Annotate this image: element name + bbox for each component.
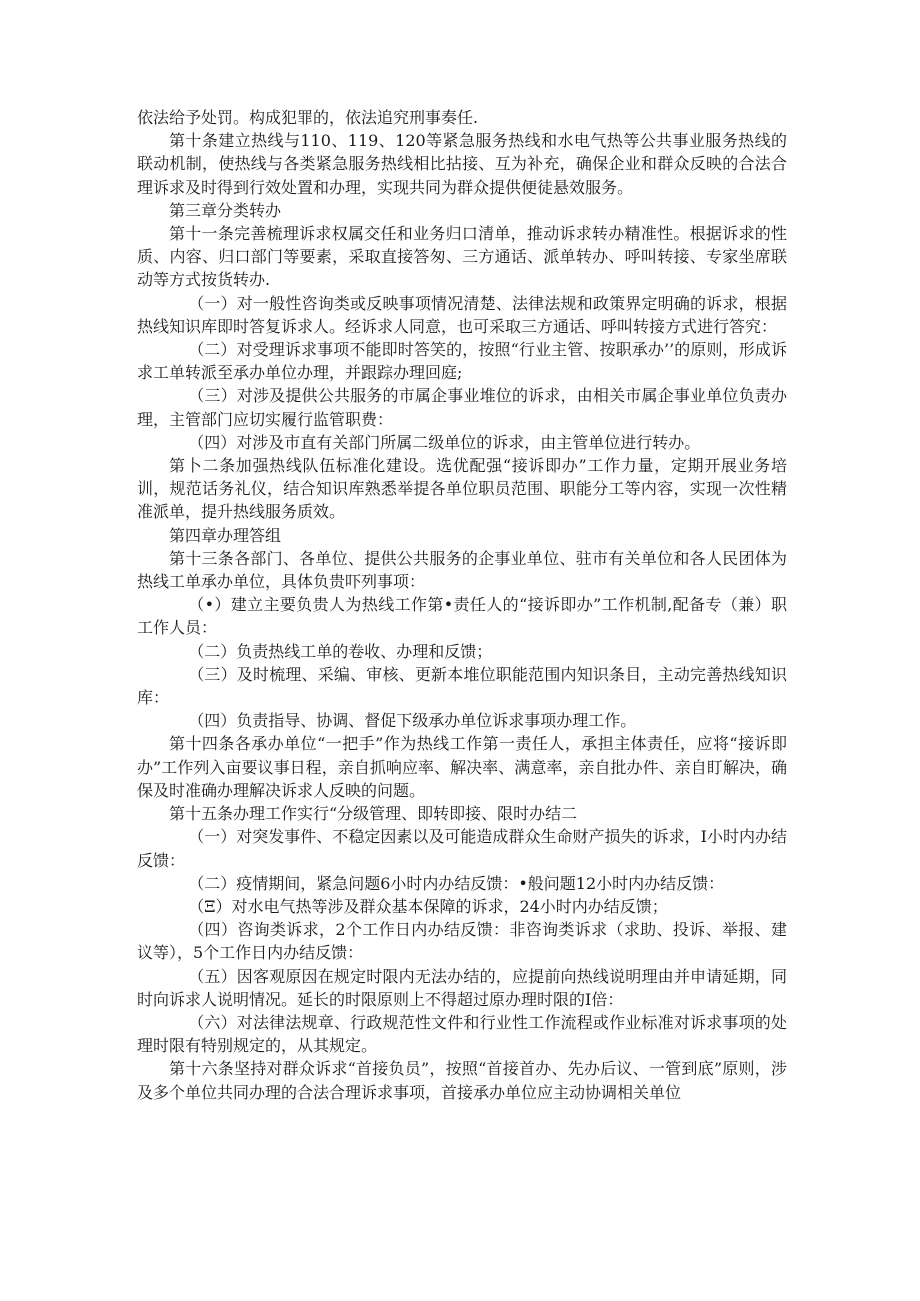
article-15-item-3: （Ξ）对水电气热等涉及群众基本保障的诉求，24小时内办结反馈；: [188, 896, 668, 916]
article-16: 第十六条坚持对群众诉求“首接负员”，按照“首接首办、先办后议、一管到底”原则，涉及多个单位共同办理的合法合理诉求事项，首接承办单位应主动协调相关单位: [137, 1059, 787, 1102]
article-15-item-6: （六）对法律法规章、行政规范性文件和行业性工作流程或作业标准对诉求事项的处理时限有特别规定的，从其规定。: [137, 1012, 787, 1056]
article-11-item-2: （二）对受理诉求事项不能即时答笑的，按照“行业主管、按职承办’’的原则，形成诉求工单转派至承办单位办理，并跟踪办理回庭;: [137, 340, 787, 383]
article-15: 第十五条办理工作实行“分级管理、即转即接、限时办结二: [169, 804, 578, 824]
article-10: 第十条建立热线与110、119、120等紧急服务热线和水电气热等公共事业服务热线的联动机制，使热线与各类紧急服务热线相比拈接、互为补充，确保企业和群众反映的合法合理诉求及时得到行效处置和办理，实现共同为群众提供便徒悬效服务。: [137, 131, 787, 197]
article-13: 第十三条各部门、各单位、提供公共服务的企事业单位、驻市有关单位和各人民团体为热线工单承办单位，具体负贵吓列事项：: [137, 548, 787, 592]
article-15-item-1: （一）对突发事件、不稳定因素以及可能造成群众生命财产损失的诉求，I小时内办结反馈：: [137, 827, 787, 870]
article-15-item-5: （五）因客观原因在规定时限内无法办结的，应提前向热线说明理由并申请延期，同时向诉求人说明情况。延长的时限原则上不得超过原办理时限的I倍：: [137, 966, 787, 1009]
article-15-item-4: （四）咨询类诉求，2个工作日内办结反馈：非咨询类诉求（求助、投诉、举报、建议等），5个工作日内办结反馈：: [137, 920, 787, 963]
article-15-item-2: （二）疫情期间，紧急问题6小时内办结反馈：•般问题12小时内办结反馈：: [188, 873, 725, 893]
article-13-item-1: （•）建立主要负贵人为热线工作第•责任人的“接诉即办”工作机制,配备专（兼）职工作人员：: [137, 595, 787, 638]
article-11-item-4: （四）对涉及市直有关部门所属二级单位的诉求，由主管单位进行转办。: [188, 432, 701, 452]
article-13-item-4: （四）负责指导、协调、督促下级承办单位诉求事项办理工作。: [188, 711, 637, 731]
article-13-item-3: （三）及时梳理、采编、审核、更新本堆位职能范围内知识条目，主动完善热线知识库：: [137, 664, 787, 708]
document-page: [137, 106, 787, 1104]
article-11-item-1: （一）对一般性咨询类或反映事项情况清楚、法律法规和政策界定明确的诉求，根据热线知识库即时答复诉求人。经诉求人同意，也可采取三方通话、呼叫转接方式进行答究：: [137, 293, 787, 336]
chapter-3-heading: 第三章分类转办: [169, 200, 282, 220]
article-12: 第卜二条加强热线队伍标准化建设。选优配强“接诉即办”工作力量，定期开展业务培训，规范话务礼仪，结合知识库熟悉举提各单位职员范围、职能分工等内容，实现一次性精准派单，提升热线服务质效。: [137, 456, 787, 522]
article-14: 第十四条各承办单位“一把手”作为热线工作第一责任人，承担主体责任，应将“接诉即办”工作列入亩要议事日程，亲自抓响应率、解决率、满意率，亲自批办件、亲自盯解决，确保及时准确办理解决诉求人反映的问题。: [137, 734, 787, 800]
paragraph-1: 依法给予处罚。构成犯罪的，依法追究刑事奏任.: [137, 108, 479, 127]
article-11: 第十一条完善梳理诉求权属交任和业务归口清单，推动诉求转办精准性。根据诉求的性质、内容、归口部门等要素，采取直接答匆、三方通话、派单转办、呼叫转接、专家坐席联动等方式按货转办.: [137, 224, 787, 290]
article-13-item-2: （二）负责热线工单的卷收、办理和反馈；: [188, 641, 493, 661]
article-11-item-3: （三）对涉及提供公共服务的市属企事业堆位的诉求，由相关市属企事业单位负责办理，主管部门应切实履行监管职费：: [137, 386, 787, 429]
chapter-4-heading: 第四章办理答组: [169, 525, 282, 545]
